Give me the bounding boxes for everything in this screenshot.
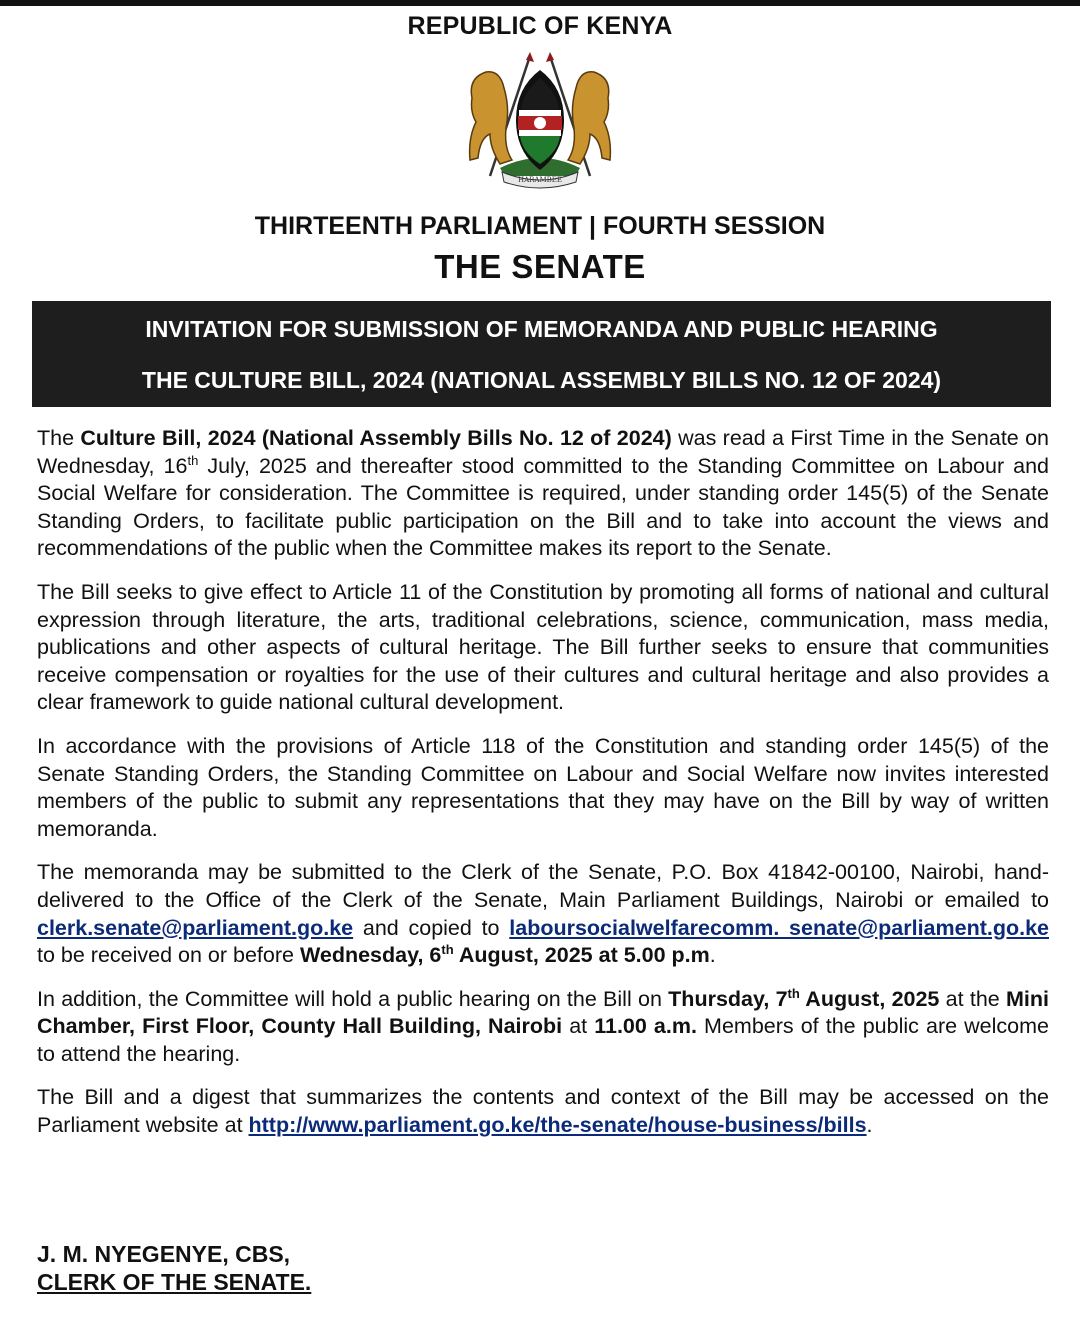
session-heading: THIRTEENTH PARLIAMENT | FOURTH SESSION (254, 212, 826, 240)
paragraph-access: The Bill and a digest that summarizes the contents and context of the Bill may be accessed on the Parliament website at http://www.parliament.go.ke/the-senate/house-business/bills. (37, 1085, 1049, 1138)
title-banner (32, 301, 1051, 407)
committee-email-link[interactable]: laboursocialwelfarecomm. senate@parliament.go.ke (509, 915, 1049, 940)
parliament-bills-link[interactable]: http://www.parliament.go.ke/the-senate/house-business/bills (248, 1113, 867, 1138)
paragraph-hearing: In addition, the Committee will hold a public hearing on the Bill on Thursday, 7th August, 2025 at the Mini Chamber, First Floor, County Hall Building, Nairobi at 11.00 a.m. Members of the public are welcome to attend the hearing. (37, 985, 1050, 1066)
country-heading: REPUBLIC OF KENYA (407, 12, 673, 40)
banner-line-2: THE CULTURE BILL, 2024 (NATIONAL ASSEMBLY BILLS NO. 12 OF 2024) (141, 367, 942, 393)
kenya-coat-of-arms-icon (460, 48, 620, 190)
paragraph-purpose: The Bill seeks to give effect to Article 11 of the Constitution by promoting all forms of national and cultural expression through literature, the arts, traditional celebrations, science, communication, mass media, publications and other aspects of cultural heritage. The Bill further seeks to ensure that communities receive compensation or royalties for the use of their cultures and cultural heritage and also provides a clear framework to guide national cultural development. (37, 579, 1049, 715)
deadline: Wednesday, 6th August, 2025 at 5.00 p.m (299, 941, 710, 968)
paragraph-submission: The memoranda may be submitted to the Clerk of the Senate, P.O. Box 41842-00100, Nairobi, hand-delivered to the Office of the Clerk of the Senate, Main Parliament Buildings, Nairobi or emailed to clerk.senate@parliament.go.ke and copied to laboursocialwelfarecomm. senate@parliament.go.ke to be received on or before Wednesday, 6th August, 2025 at 5.00 p.m. (37, 860, 1049, 968)
house-heading: THE SENATE (434, 248, 646, 285)
paragraph-invitation: In accordance with the provisions of Article 118 of the Constitution and standing order 145(5) of the Senate Standing Orders, the Standing Committee on Labour and Social Welfare now invites interested members of the public to submit any representations that they may have on the Bill by way of written memoranda. (37, 733, 1049, 841)
motto-text: HARAMBEE (517, 176, 563, 184)
bill-name: Culture Bill, 2024 (National Assembly Bills No. 12 of 2024) (80, 426, 672, 450)
hearing-date: Thursday, 7th August, 2025 (668, 985, 940, 1011)
banner-line-1: INVITATION FOR SUBMISSION OF MEMORANDA AND PUBLIC HEARING (145, 316, 938, 342)
signatory-name: J. M. NYEGENYE, CBS, (37, 1241, 291, 1267)
paragraph-committal: The Culture Bill, 2024 (National Assembly Bills No. 12 of 2024) was read a First Time in the Senate on Wednesday, 16th July, 2025 and thereafter stood committed to the Standing Committee on Labour and Social Welfare for consideration. The Committee is required, under standing order 145(5) of the Senate Standing Orders, to facilitate public participation on the Bill and to take into account the views and recommendations of the public when the Committee makes its report to the Senate. (37, 426, 1050, 561)
signatory-title: CLERK OF THE SENATE. (37, 1269, 312, 1295)
hearing-venue: Mini Chamber, First Floor, County Hall Building, Nairobi (37, 986, 1050, 1039)
notice-body (37, 425, 1049, 1156)
top-border (0, 0, 1080, 6)
clerk-email-link[interactable]: clerk.senate@parliament.go.ke (37, 915, 354, 940)
signature-block (37, 1240, 311, 1296)
hearing-time: 11.00 a.m. (594, 1014, 697, 1039)
